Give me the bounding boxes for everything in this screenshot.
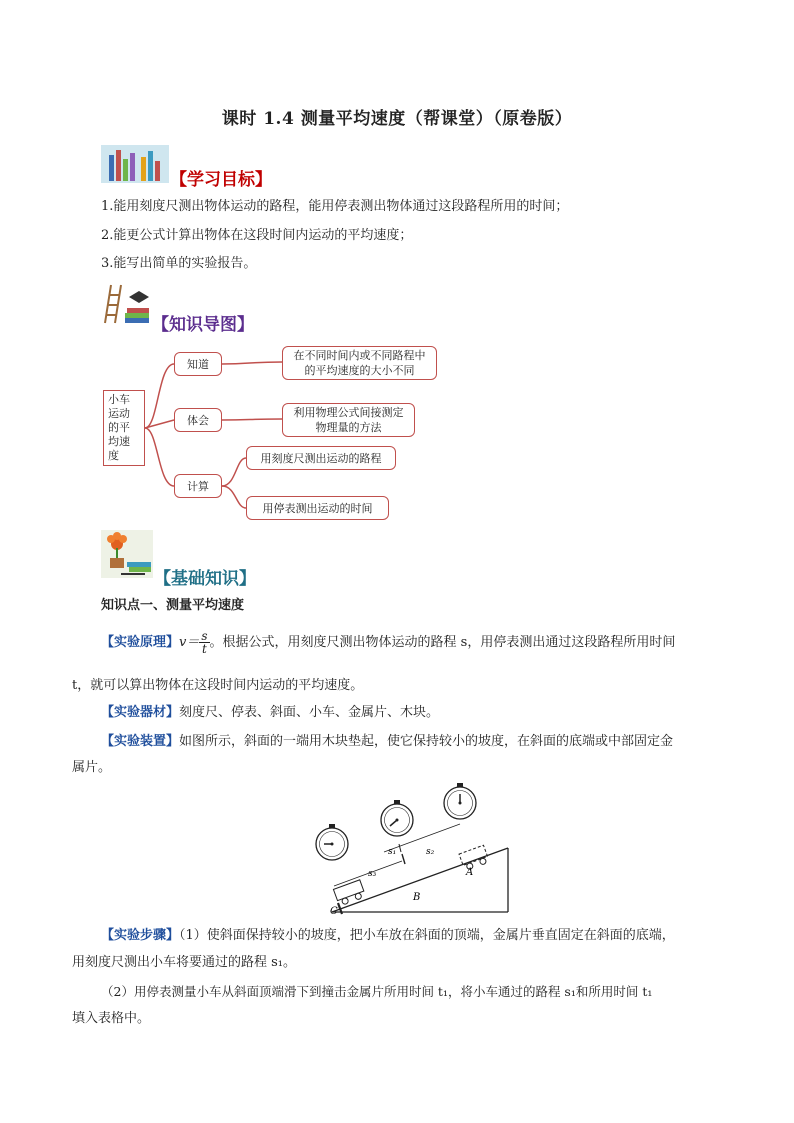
label-a: A <box>466 867 474 878</box>
mindmap-root <box>103 390 145 466</box>
equipment-label: 【实验器材】 <box>101 705 180 720</box>
formula-denominator: t <box>202 642 207 656</box>
label-s3: s₃ <box>368 869 377 879</box>
formula-lhs: v＝ <box>179 635 200 650</box>
principle-label: 【实验原理】 <box>101 635 180 650</box>
setup-line <box>101 732 673 752</box>
stopwatch-icon <box>316 824 348 860</box>
objectives-heading: 【学习目标】 <box>170 170 272 190</box>
equipment-text: 刻度尺、停表、斜面、小车、金属片、木块。 <box>179 705 440 720</box>
stopwatch-icon <box>381 800 413 836</box>
objective-item-1: 1.能用刻度尺测出物体运动的路程，能用停表测出物体通过这段路程所用的时间； <box>101 199 569 214</box>
steps-label: 【实验步骤】 <box>101 928 180 943</box>
incline-diagram <box>310 782 520 917</box>
leaf-know: 在不同时间内或不同路程中的平均速度的大小不同 <box>282 346 437 380</box>
principle-text: 。根据公式，用刻度尺测出物体运动的路程 s，用停表测出通过这段路程所用时间 <box>209 635 676 650</box>
setup-text: 如图所示，斜面的一端用木块垫起，使它保持较小的坡度，在斜面的底端或中部固定金 <box>179 734 674 749</box>
stopwatch-icon <box>444 783 476 819</box>
branch-calculate: 计算 <box>174 474 222 498</box>
root-line: 均速 <box>108 435 130 448</box>
step2-line: （2）用停表测量小车从斜面顶端滑下到撞击金属片所用时间 t₁，将小车通过的路程 s₁和所用时间 t₁ <box>101 984 653 999</box>
label-s1: s₁ <box>388 847 397 857</box>
branch-experience: 体会 <box>174 408 222 432</box>
step1-text: （1）使斜面保持较小的坡度，把小车放在斜面的顶端，金属片垂直固定在斜面的底端， <box>179 928 675 943</box>
setup-text-cont: 属片。 <box>72 760 112 775</box>
leaf-experience: 利用物理公式间接测定物理量的方法 <box>282 403 415 437</box>
label-s2: s₂ <box>426 847 435 857</box>
root-line: 运动 <box>108 407 130 420</box>
basics-heading: 【基础知识】 <box>154 569 256 589</box>
leaf-measure-time: 用停表测出运动的时间 <box>246 496 389 520</box>
equipment-line <box>101 703 439 723</box>
page-title: 课时 1.4 测量平均速度（帮课堂）（原卷版） <box>221 109 573 129</box>
objective-item-3: 3.能写出简单的实验报告。 <box>101 256 257 271</box>
mindmap-heading: 【知识导图】 <box>152 315 254 335</box>
principle-line <box>101 630 675 655</box>
step1-text-cont: 用刻度尺测出小车将要通过的路程 s₁。 <box>72 955 297 970</box>
principle-text-cont: t，就可以算出物体在这段时间内运动的平均速度。 <box>72 678 364 693</box>
root-line: 小车 <box>108 393 130 406</box>
formula-fraction <box>199 630 209 655</box>
branch-know: 知道 <box>174 352 222 376</box>
leaf-measure-distance: 用刻度尺测出运动的路程 <box>246 446 396 470</box>
setup-label: 【实验装置】 <box>101 734 180 749</box>
root-line: 度 <box>108 449 119 462</box>
knowledge-point-title: 知识点一、测量平均速度 <box>101 598 245 613</box>
step2-text-cont: 填入表格中。 <box>72 1011 151 1026</box>
label-b: B <box>413 892 421 903</box>
label-c: C <box>330 906 338 917</box>
formula-numerator: s <box>201 629 208 643</box>
steps-line <box>101 926 675 946</box>
objective-item-2: 2.能更公式计算出物体在这段时间内运动的平均速度； <box>101 228 413 243</box>
flower-books-icon <box>101 530 153 578</box>
root-line: 的平 <box>108 421 130 434</box>
